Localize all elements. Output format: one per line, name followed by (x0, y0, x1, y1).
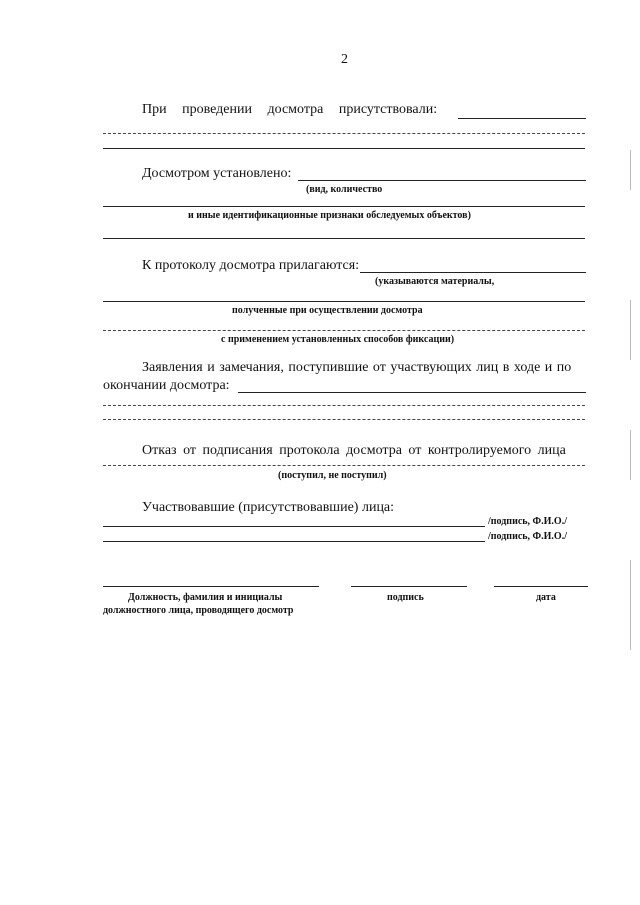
present-line-2 (103, 133, 585, 134)
established-hint-1: (вид, количество (306, 184, 383, 195)
refusal-label: Отказ от подписания протокола досмотра от контролируемого лица (142, 443, 566, 458)
official-caption-1: Должность, фамилия и инициалы (128, 592, 283, 603)
official-caption-2: должностного лица, проводящего досмотр (103, 605, 294, 616)
established-hint-2: и иные идентификационные признаки обследуемых объектов) (188, 210, 471, 221)
participants-sign-label-1: /подпись, Ф.И.О./ (488, 516, 567, 527)
established-line-3 (103, 238, 585, 239)
scan-edge-mark (630, 150, 631, 190)
attached-line-3 (103, 330, 585, 331)
participants-sign-line-1 (103, 526, 485, 527)
scan-edge-mark (630, 560, 631, 650)
established-label: Досмотром установлено: (142, 166, 292, 181)
page-number: 2 (341, 52, 348, 67)
participants-label: Участвовавшие (присутствовавшие) лица: (142, 500, 395, 515)
date-line (494, 586, 588, 587)
date-caption: дата (536, 592, 556, 603)
present-fill-line (458, 118, 586, 119)
attached-fill-line (360, 272, 586, 273)
attached-hint-1: (указываются материалы, (375, 276, 495, 287)
statements-fill-line (238, 392, 586, 393)
scan-edge-mark (630, 300, 631, 360)
present-label: При проведении досмотра присутствовали: (142, 102, 438, 117)
signature-caption: подпись (387, 592, 424, 603)
established-line-2 (103, 206, 585, 207)
participants-sign-line-2 (103, 541, 485, 542)
statements-line-3 (103, 405, 585, 406)
present-line-3 (103, 148, 585, 149)
refusal-line (103, 465, 585, 466)
attached-label: К протоколу досмотра прилагаются: (142, 258, 360, 273)
statements-line-4 (103, 419, 585, 420)
refusal-hint: (поступил, не поступил) (278, 470, 387, 481)
attached-hint-3: с применением установленных способов фиксации) (221, 334, 455, 345)
statements-line-1: Заявления и замечания, поступившие от участвующих лиц в ходе и по (142, 360, 572, 375)
scan-edge-mark (630, 430, 631, 480)
official-line (103, 586, 319, 587)
attached-line-2 (103, 301, 585, 302)
participants-sign-label-2: /подпись, Ф.И.О./ (488, 531, 567, 542)
statements-line-2: окончании досмотра: (103, 378, 230, 393)
attached-hint-2: полученные при осуществлении досмотра (232, 305, 423, 316)
established-fill-line (298, 180, 586, 181)
signature-line (351, 586, 467, 587)
